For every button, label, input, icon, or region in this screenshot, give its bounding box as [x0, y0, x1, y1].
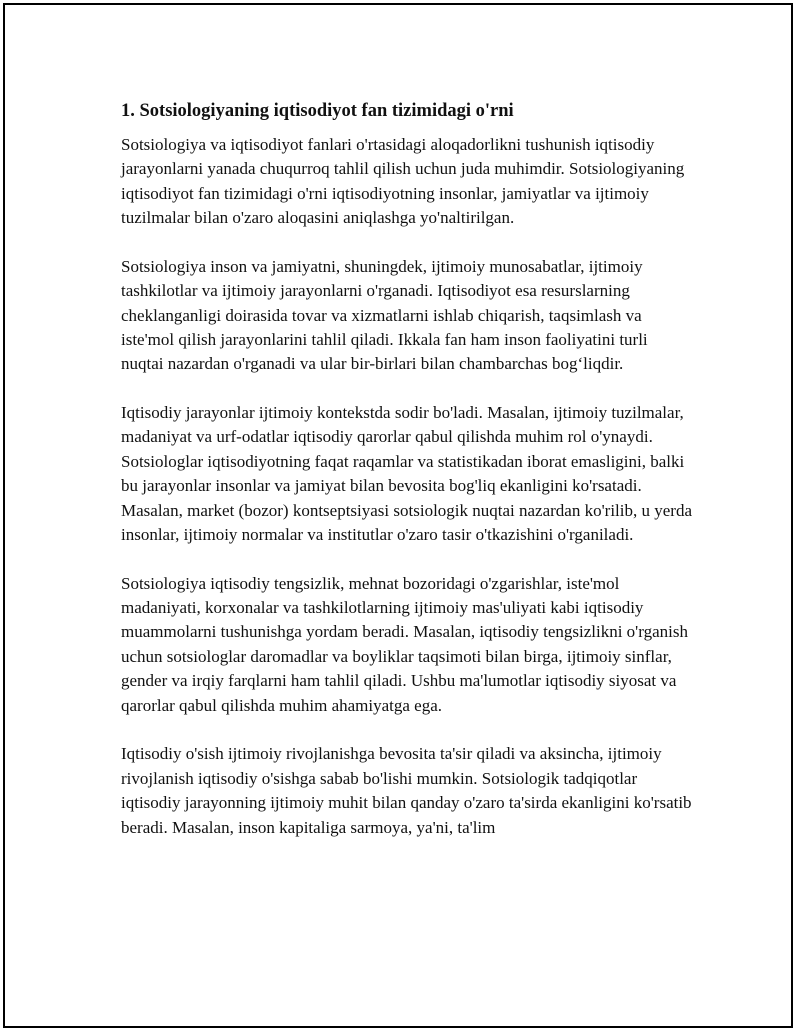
document-page [3, 3, 793, 1028]
document-body [121, 98, 693, 840]
paragraph-4: Sotsiologiya iqtisodiy tengsizlik, mehnat bozoridagi o'zgarishlar, iste'mol madaniyati, korxonalar va tashkilotlarning ijtimoiy mas'uliyati kabi iqtisodiy muammolarni tushunishga yordam beradi. Masalan, iqtisodiy tengsizlikni o'rganish uchun sotsiologlar daromadlar va boyliklar taqsimoti bilan birga, ijtimoiy sinflar, gender va irqiy farqlarni ham tahlil qiladi. Ushbu ma'lumotlar iqtisodiy siyosat va qarorlar qabul qilishda muhim ahamiyatga ega. [121, 573, 688, 715]
section-heading: 1. Sotsiologiyaning iqtisodiyot fan tizimidagi o'rni [121, 101, 514, 121]
paragraph-3: Iqtisodiy jarayonlar ijtimoiy kontekstda sodir bo'ladi. Masalan, ijtimoiy tuzilmalar, madaniyat va urf-odatlar iqtisodiy qarorlar qabul qilishda muhim rol o'ynaydi. Sotsiologlar iqtisodiyotning faqat raqamlar va statistikadan iborat emasligini, balki bu jarayonlar insonlar va jamiyat bilan bevosita bog'liq ekanligini ko'rsatadi. Masalan, market (bozor) kontseptsiyasi sotsiologik nuqtai nazardan ko'rilib, u yerda insonlar, ijtimoiy normalar va institutlar o'zaro tasir o'tkazishini o'rganiladi. [121, 403, 693, 545]
paragraph-5: Iqtisodiy o'sish ijtimoiy rivojlanishga bevosita ta'sir qiladi va aksincha, ijtimoiy rivojlanish iqtisodiy o'sishga sabab bo'lishi mumkin. Sotsiologik tadqiqotlar iqtisodiy jarayonning ijtimoiy muhit bilan qanday o'zaro ta'sirda ekanligini ko'rsatib beradi. Masalan, inson kapitaliga sarmoya, ya'ni, ta'lim [121, 744, 692, 837]
paragraph-1: Sotsiologiya va iqtisodiyot fanlari o'rtasidagi aloqadorlikni tushunish iqtisodiy jarayonlarni yanada chuqurroq tahlil qilish uchun juda muhimdir. Sotsiologiyaning iqtisodiyot fan tizimidagi o'rni iqtisodiyotning insonlar, jamiyatlar va ijtimoiy tuzilmalar bilan o'zaro aloqasini aniqlashga yo'naltirilgan. [121, 135, 685, 228]
paragraph-2: Sotsiologiya inson va jamiyatni, shuningdek, ijtimoiy munosabatlar, ijtimoiy tashkilotlar va ijtimoiy jarayonlarni o'rganadi. Iqtisodiyot esa resurslarning cheklanganligi doirasida tovar va xizmatlarni ishlab chiqarish, taqsimlash va iste'mol qilish jarayonlarini tahlil qiladi. Ikkala fan ham inson faoliyatini turli nuqtai nazardan o'rganadi va ular bir-birlari bilan chambarchas bog‘liqdir. [121, 256, 648, 374]
